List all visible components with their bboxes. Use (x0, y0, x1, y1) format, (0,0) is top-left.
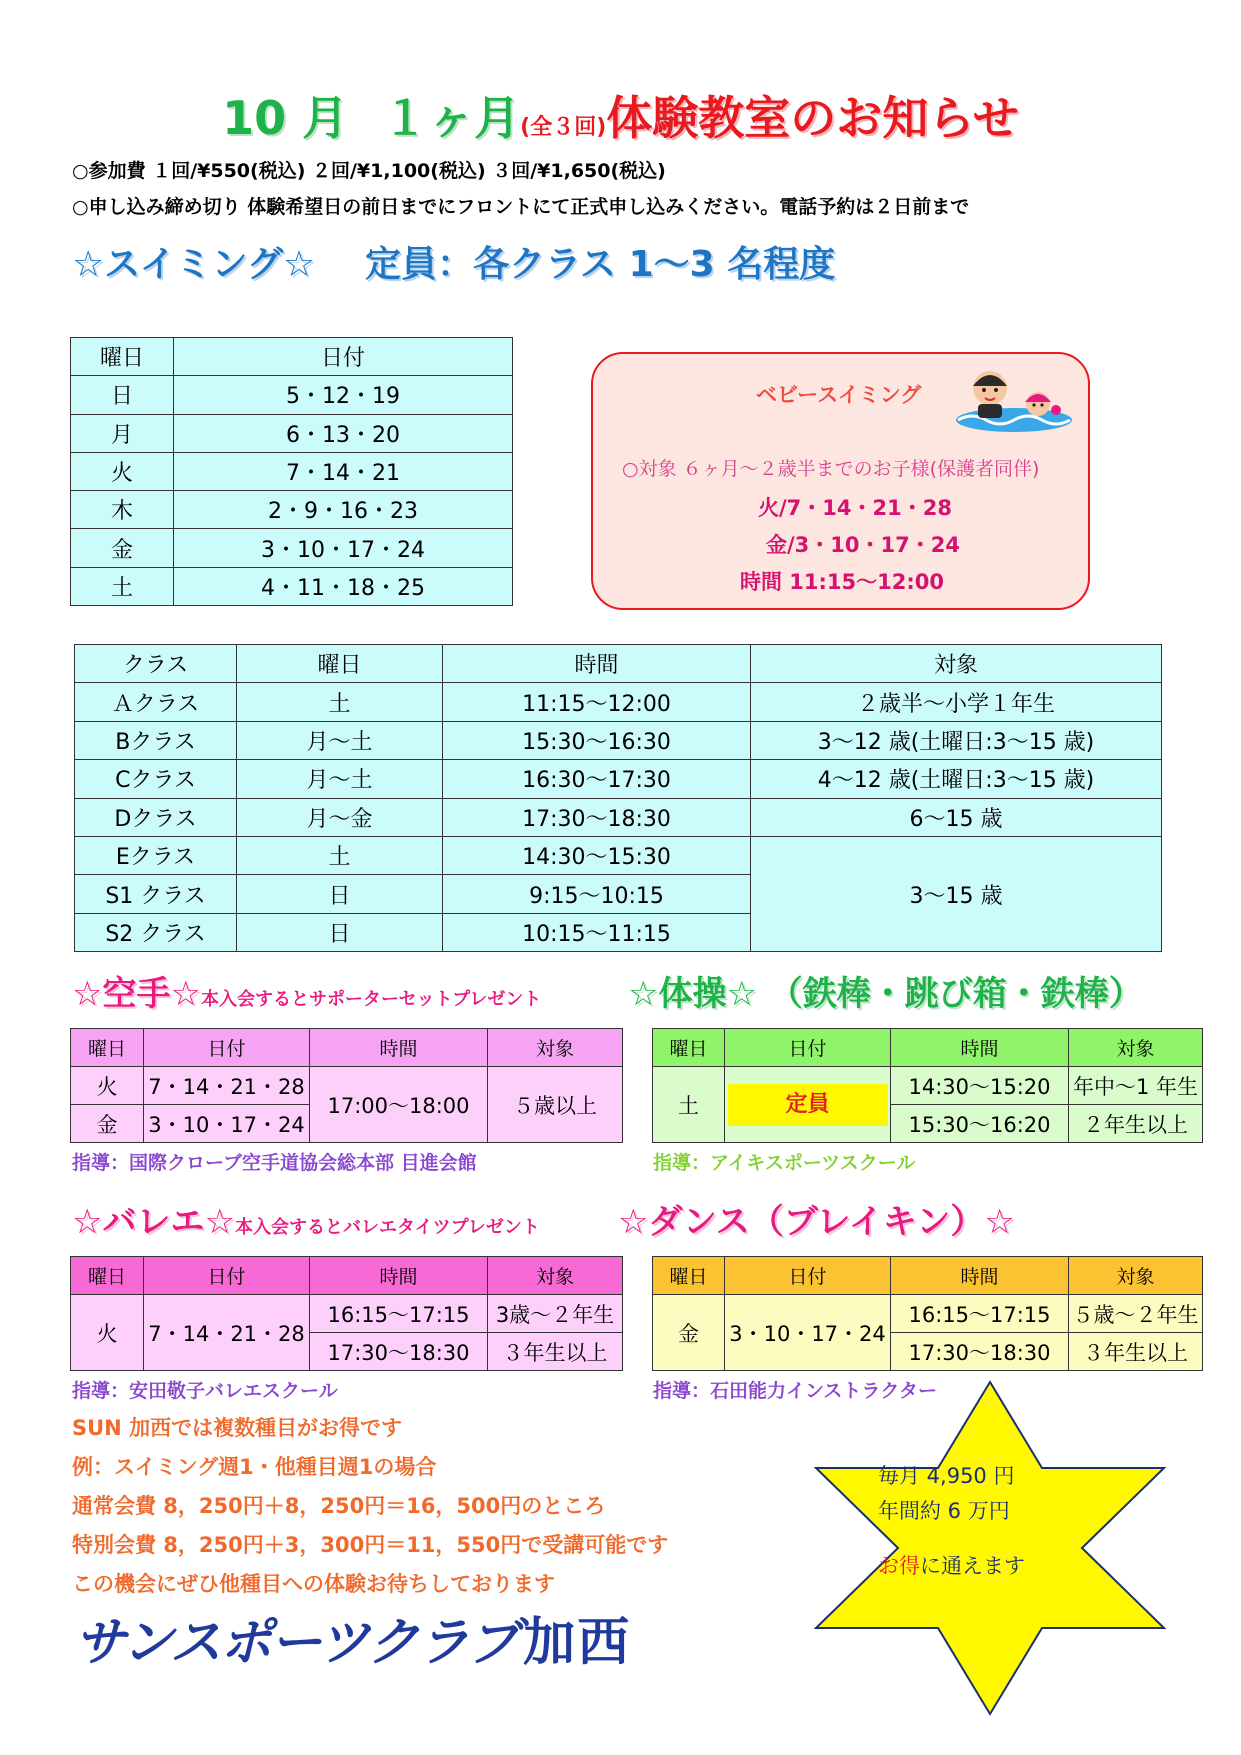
time-cell: 15:30～16:30 (443, 721, 751, 759)
target-cell: ２歳半～小学１年生 (751, 683, 1162, 721)
karate-table (70, 1028, 623, 1143)
baby-swimming-target: ○対象 ６ヶ月～２歳半までのお子様(保護者同伴) (622, 458, 1040, 480)
class-cell: Eクラス (75, 836, 237, 874)
date-cell: 7・14・21・28 (144, 1295, 310, 1371)
header-cell: 曜日 (71, 338, 174, 376)
header-cell: 対象 (488, 1029, 623, 1067)
table-row (71, 376, 513, 414)
table-row (75, 836, 1162, 874)
time-cell: 17:30～18:30 (891, 1333, 1069, 1371)
header-cell: 日付 (725, 1029, 891, 1067)
gym-instructor: 指導：アイキスポーツスクール (653, 1152, 916, 1174)
title-count: (全３回) (520, 115, 607, 140)
star-deal-highlight: お得 (878, 1554, 920, 1578)
header-cell: 日付 (144, 1257, 310, 1295)
date-cell: 4・11・18・25 (174, 567, 513, 605)
club-logo (74, 1600, 631, 1675)
table-header-row (75, 645, 1162, 683)
gym-title: ☆体操☆ （鉄棒・跳び箱・鉄棒） (628, 974, 1143, 1014)
baby-tuesday-dates: 火/7・14・21・28 (758, 496, 952, 520)
target-cell: ５歳～２年生 (1069, 1295, 1203, 1333)
day-cell: 土 (71, 567, 174, 605)
day-cell: 火 (71, 1067, 144, 1105)
swimming-days-table (70, 337, 513, 606)
class-cell: S1 クラス (75, 875, 237, 913)
header-cell: クラス (75, 645, 237, 683)
swimming-class-table (74, 644, 1162, 952)
table-row (75, 683, 1162, 721)
date-cell: 6・13・20 (174, 414, 513, 452)
header-cell: 曜日 (653, 1257, 725, 1295)
day-cell: 月～土 (237, 721, 443, 759)
dance-table (652, 1256, 1203, 1371)
day-cell: 木 (71, 491, 174, 529)
time-cell: 14:30～15:20 (891, 1067, 1069, 1105)
header-cell: 日付 (144, 1029, 310, 1067)
time-cell: 10:15～11:15 (443, 913, 751, 951)
table-row (71, 452, 513, 490)
star-deal (878, 1550, 1025, 1580)
class-cell: S2 クラス (75, 913, 237, 951)
day-cell: 日 (237, 875, 443, 913)
header-cell: 対象 (1069, 1257, 1203, 1295)
date-cell: 2・9・16・23 (174, 491, 513, 529)
header-cell: 日付 (725, 1257, 891, 1295)
table-row (71, 567, 513, 605)
swimming-label: ☆スイミング☆ (72, 244, 316, 285)
day-cell: 月～金 (237, 798, 443, 836)
time-cell: 11:15～12:00 (443, 683, 751, 721)
target-cell: ３年生以上 (488, 1333, 623, 1371)
header-cell: 曜日 (71, 1257, 144, 1295)
day-cell: 火 (71, 1295, 144, 1371)
fee-info: ○参加費 １回/¥550(税込) ２回/¥1,100(税込) ３回/¥1,650(税込) (72, 160, 666, 182)
karate-instructor: 指導：国際クローブ空手道協会総本部 目進会館 (72, 1152, 477, 1174)
star-yearly: 年間約 6 万円 (878, 1499, 1010, 1523)
day-cell: 金 (71, 1105, 144, 1143)
target-cell: ５歳以上 (488, 1067, 623, 1143)
header-cell: 曜日 (237, 645, 443, 683)
day-cell: 土 (653, 1067, 725, 1143)
target-cell: ２年生以上 (1069, 1105, 1203, 1143)
day-cell: 月～土 (237, 760, 443, 798)
logo-brand: サンスポーツクラブ (74, 1613, 518, 1673)
baby-time: 時間 11:15～12:00 (740, 570, 945, 594)
table-header-row (71, 338, 513, 376)
day-cell: 土 (237, 683, 443, 721)
title-main: 体験教室のお知らせ (606, 91, 1019, 145)
target-cell: 3～12 歳(土曜日:3～15 歳) (751, 721, 1162, 759)
deadline-info: ○申し込み締め切り 体験希望日の前日までにフロントにて正式申し込みください。電話予約は２日前まで (72, 196, 970, 218)
table-header-row (653, 1257, 1203, 1295)
header-cell: 時間 (891, 1029, 1069, 1067)
baby-swimming-title: ベビースイミング (756, 383, 922, 407)
table-row (71, 1067, 623, 1105)
target-cell: 6～15 歳 (751, 798, 1162, 836)
date-cell (725, 1067, 891, 1143)
time-cell: 16:15～17:15 (310, 1295, 488, 1333)
date-cell: 3・10・17・24 (174, 529, 513, 567)
table-header-row (653, 1029, 1203, 1067)
target-cell: 3～15 歳 (751, 836, 1162, 951)
promo-line: 特別会費 8，250円＋3，300円＝11，550円で受講可能です (72, 1533, 669, 1557)
ballet-table (70, 1256, 623, 1371)
time-cell: 15:30～16:20 (891, 1105, 1069, 1143)
header-cell: 曜日 (653, 1029, 725, 1067)
table-header-row (71, 1029, 623, 1067)
time-cell: 17:00～18:00 (310, 1067, 488, 1143)
time-cell: 17:30～18:30 (443, 798, 751, 836)
class-cell: Dクラス (75, 798, 237, 836)
date-cell: 3・10・17・24 (725, 1295, 891, 1371)
ballet-title (72, 1194, 540, 1243)
table-row (75, 798, 1162, 836)
header-cell: 対象 (488, 1257, 623, 1295)
header-cell: 時間 (310, 1257, 488, 1295)
dance-title: ☆ダンス（ブレイキン）☆ (618, 1202, 1015, 1242)
title-month: 10 月 (222, 91, 349, 145)
ballet-note: 本入会するとバレエタイツプレゼント (234, 1217, 540, 1238)
table-row (71, 529, 513, 567)
capacity-badge: 定員 (728, 1084, 888, 1126)
header-cell: 時間 (891, 1257, 1069, 1295)
table-row (71, 414, 513, 452)
target-cell: ３年生以上 (1069, 1333, 1203, 1371)
promo-line: 例：スイミング週1・他種目週1の場合 (72, 1455, 437, 1479)
target-cell: 4～12 歳(土曜日:3～15 歳) (751, 760, 1162, 798)
header-cell: 曜日 (71, 1029, 144, 1067)
class-cell: Bクラス (75, 721, 237, 759)
promo-line: SUN 加西では複数種目がお得です (72, 1416, 403, 1440)
day-cell: 日 (71, 376, 174, 414)
date-cell: 7・14・21・28 (144, 1067, 310, 1105)
ballet-instructor: 指導：安田敬子バレエスクール (72, 1380, 338, 1402)
table-row (71, 491, 513, 529)
day-cell: 月 (71, 414, 174, 452)
karate-title (72, 966, 541, 1015)
target-cell: 3歳～２年生 (488, 1295, 623, 1333)
time-cell: 16:30～17:30 (443, 760, 751, 798)
header-cell: 対象 (1069, 1029, 1203, 1067)
table-row (75, 760, 1162, 798)
baby-friday-dates: 金/3・10・17・24 (766, 533, 960, 557)
page-title (0, 82, 1241, 148)
promo-line: この機会にぜひ他種目への体験お待ちしております (72, 1572, 555, 1596)
date-cell: 7・14・21 (174, 452, 513, 490)
header-cell: 時間 (443, 645, 751, 683)
header-cell: 時間 (310, 1029, 488, 1067)
table-header-row (71, 1257, 623, 1295)
star-deal-rest: に通えます (920, 1554, 1025, 1578)
day-cell: 金 (653, 1295, 725, 1371)
table-row (75, 721, 1162, 759)
karate-note: 本入会するとサポーターセットプレゼント (200, 989, 542, 1010)
table-row (653, 1295, 1203, 1333)
class-cell: Cクラス (75, 760, 237, 798)
karate-label: ☆空手☆ (72, 974, 201, 1014)
date-cell: 5・12・19 (174, 376, 513, 414)
star-badge-icon (806, 1376, 1174, 1720)
table-row (653, 1067, 1203, 1105)
day-cell: 土 (237, 836, 443, 874)
dance-instructor: 指導：石田能力インストラクター (653, 1380, 938, 1402)
swimmers-illustration-icon (952, 358, 1076, 434)
day-cell: 日 (237, 913, 443, 951)
class-cell: Ａクラス (75, 683, 237, 721)
time-cell: 16:15～17:15 (891, 1295, 1069, 1333)
promo-line: 通常会費 8，250円＋8，250円＝16，500円のところ (72, 1494, 606, 1518)
time-cell: 9:15～10:15 (443, 875, 751, 913)
header-cell: 対象 (751, 645, 1162, 683)
title-duration: １ヶ月 (382, 91, 521, 145)
star-monthly: 毎月 4,950 円 (878, 1464, 1015, 1488)
swimming-capacity: 定員：各クラス 1～3 名程度 (365, 244, 836, 285)
logo-place: 加西 (523, 1613, 632, 1673)
swimming-title (72, 236, 835, 287)
target-cell: 年中～1 年生 (1069, 1067, 1203, 1105)
day-cell: 金 (71, 529, 174, 567)
time-cell: 14:30～15:30 (443, 836, 751, 874)
ballet-label: ☆バレエ☆ (72, 1202, 235, 1242)
day-cell: 火 (71, 452, 174, 490)
time-cell: 17:30～18:30 (310, 1333, 488, 1371)
header-cell: 日付 (174, 338, 513, 376)
table-row (71, 1295, 623, 1333)
gym-table (652, 1028, 1203, 1143)
date-cell: 3・10・17・24 (144, 1105, 310, 1143)
